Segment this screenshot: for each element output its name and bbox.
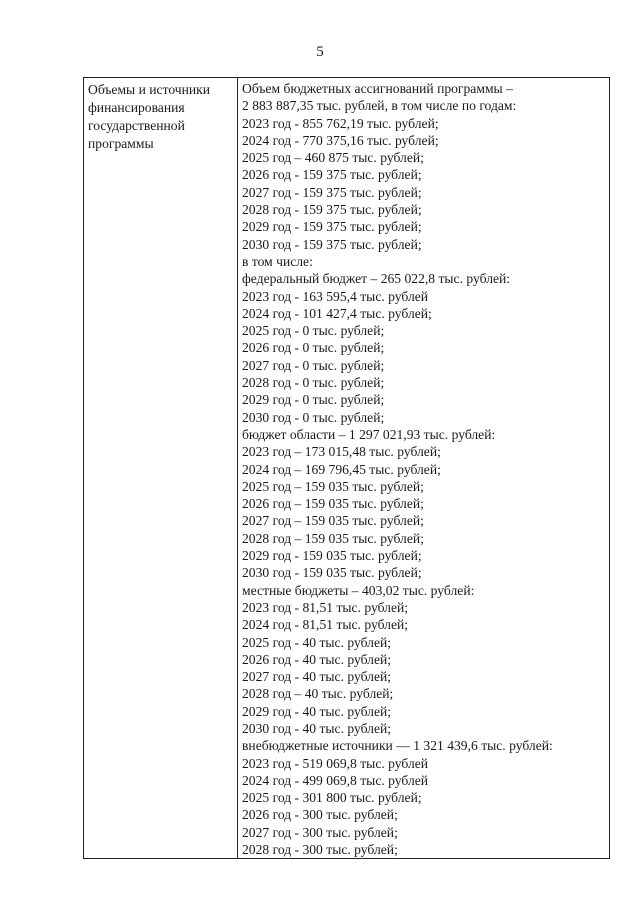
funding-line: 2 883 887,35 тыс. рублей, в том числе по годам: bbox=[242, 98, 517, 114]
funding-line: 2025 год – 460 875 тыс. рублей; bbox=[242, 150, 424, 166]
funding-line: 2027 год - 159 375 тыс. рублей; bbox=[242, 184, 422, 200]
funding-line: в том числе: bbox=[242, 253, 313, 269]
funding-line: 2028 год – 40 тыс. рублей; bbox=[242, 686, 394, 702]
funding-line: 2030 год - 159 035 тыс. рублей; bbox=[242, 565, 422, 581]
label-line: финансирования bbox=[88, 100, 185, 115]
funding-line: внебюджетные источники — 1 321 439,6 тыс. рублей: bbox=[242, 738, 553, 754]
funding-line: 2023 год - 81,51 тыс. рублей; bbox=[242, 599, 409, 615]
funding-line: 2023 год - 163 595,4 тыс. рублей bbox=[242, 288, 429, 304]
funding-line: 2026 год - 40 тыс. рублей; bbox=[242, 651, 392, 667]
funding-line: местные бюджеты – 403,02 тыс. рублей: bbox=[242, 582, 475, 598]
funding-line: 2028 год - 159 375 тыс. рублей; bbox=[242, 202, 422, 218]
funding-line: федеральный бюджет – 265 022,8 тыс. рублей: bbox=[242, 271, 511, 287]
funding-line: 2024 год - 81,51 тыс. рублей; bbox=[242, 617, 409, 633]
funding-line: 2027 год - 40 тыс. рублей; bbox=[242, 669, 392, 685]
funding-line: Объем бюджетных ассигнований программы – bbox=[242, 81, 513, 96]
label-cell bbox=[84, 78, 238, 859]
funding-line: 2023 год - 855 762,19 тыс. рублей; bbox=[242, 115, 439, 131]
funding-line: 2029 год - 159 375 тыс. рублей; bbox=[242, 219, 422, 235]
table-row bbox=[84, 78, 610, 859]
label-line: Объемы и источники bbox=[88, 82, 211, 97]
label-text bbox=[84, 78, 237, 153]
content-cell bbox=[238, 78, 610, 859]
funding-line: 2030 год - 0 тыс. рублей; bbox=[242, 409, 385, 425]
funding-line: 2025 год - 301 800 тыс. рублей; bbox=[242, 790, 422, 806]
funding-table bbox=[83, 77, 610, 859]
funding-line: 2026 год – 159 035 тыс. рублей; bbox=[242, 496, 424, 512]
funding-line: 2025 год - 40 тыс. рублей; bbox=[242, 634, 392, 650]
funding-line: 2027 год - 0 тыс. рублей; bbox=[242, 357, 385, 373]
funding-line: 2027 год – 159 035 тыс. рублей; bbox=[242, 513, 424, 529]
funding-line: 2028 год – 159 035 тыс. рублей; bbox=[242, 530, 424, 546]
funding-line: 2023 год - 519 069,8 тыс. рублей bbox=[242, 755, 429, 771]
funding-lines bbox=[238, 78, 609, 858]
funding-line: 2029 год - 159 035 тыс. рублей; bbox=[242, 548, 422, 564]
funding-line: 2023 год – 173 015,48 тыс. рублей; bbox=[242, 444, 441, 460]
funding-line: бюджет области – 1 297 021,93 тыс. рублей: bbox=[242, 426, 496, 442]
funding-line: 2025 год – 159 035 тыс. рублей; bbox=[242, 478, 424, 494]
funding-line: 2029 год - 0 тыс. рублей; bbox=[242, 392, 385, 408]
funding-line: 2024 год – 169 796,45 тыс. рублей; bbox=[242, 461, 441, 477]
funding-line: 2026 год - 159 375 тыс. рублей; bbox=[242, 167, 422, 183]
funding-line: 2028 год - 300 тыс. рублей; bbox=[242, 842, 398, 858]
funding-line: 2024 год - 101 427,4 тыс. рублей; bbox=[242, 305, 432, 321]
funding-line: 2026 год - 300 тыс. рублей; bbox=[242, 807, 398, 823]
funding-line: 2025 год - 0 тыс. рублей; bbox=[242, 323, 385, 339]
funding-line: 2030 год - 40 тыс. рублей; bbox=[242, 720, 392, 736]
funding-line: 2027 год - 300 тыс. рублей; bbox=[242, 824, 398, 840]
funding-line: 2024 год - 499 069,8 тыс. рублей bbox=[242, 772, 429, 788]
funding-line: 2028 год - 0 тыс. рублей; bbox=[242, 375, 385, 391]
label-line: государственной bbox=[88, 118, 185, 133]
page-number: 5 bbox=[316, 44, 324, 60]
label-line: программы bbox=[88, 136, 154, 151]
funding-line: 2024 год - 770 375,16 тыс. рублей; bbox=[242, 132, 439, 148]
funding-line: 2029 год - 40 тыс. рублей; bbox=[242, 703, 392, 719]
funding-line: 2030 год - 159 375 тыс. рублей; bbox=[242, 236, 422, 252]
funding-line: 2026 год - 0 тыс. рублей; bbox=[242, 340, 385, 356]
